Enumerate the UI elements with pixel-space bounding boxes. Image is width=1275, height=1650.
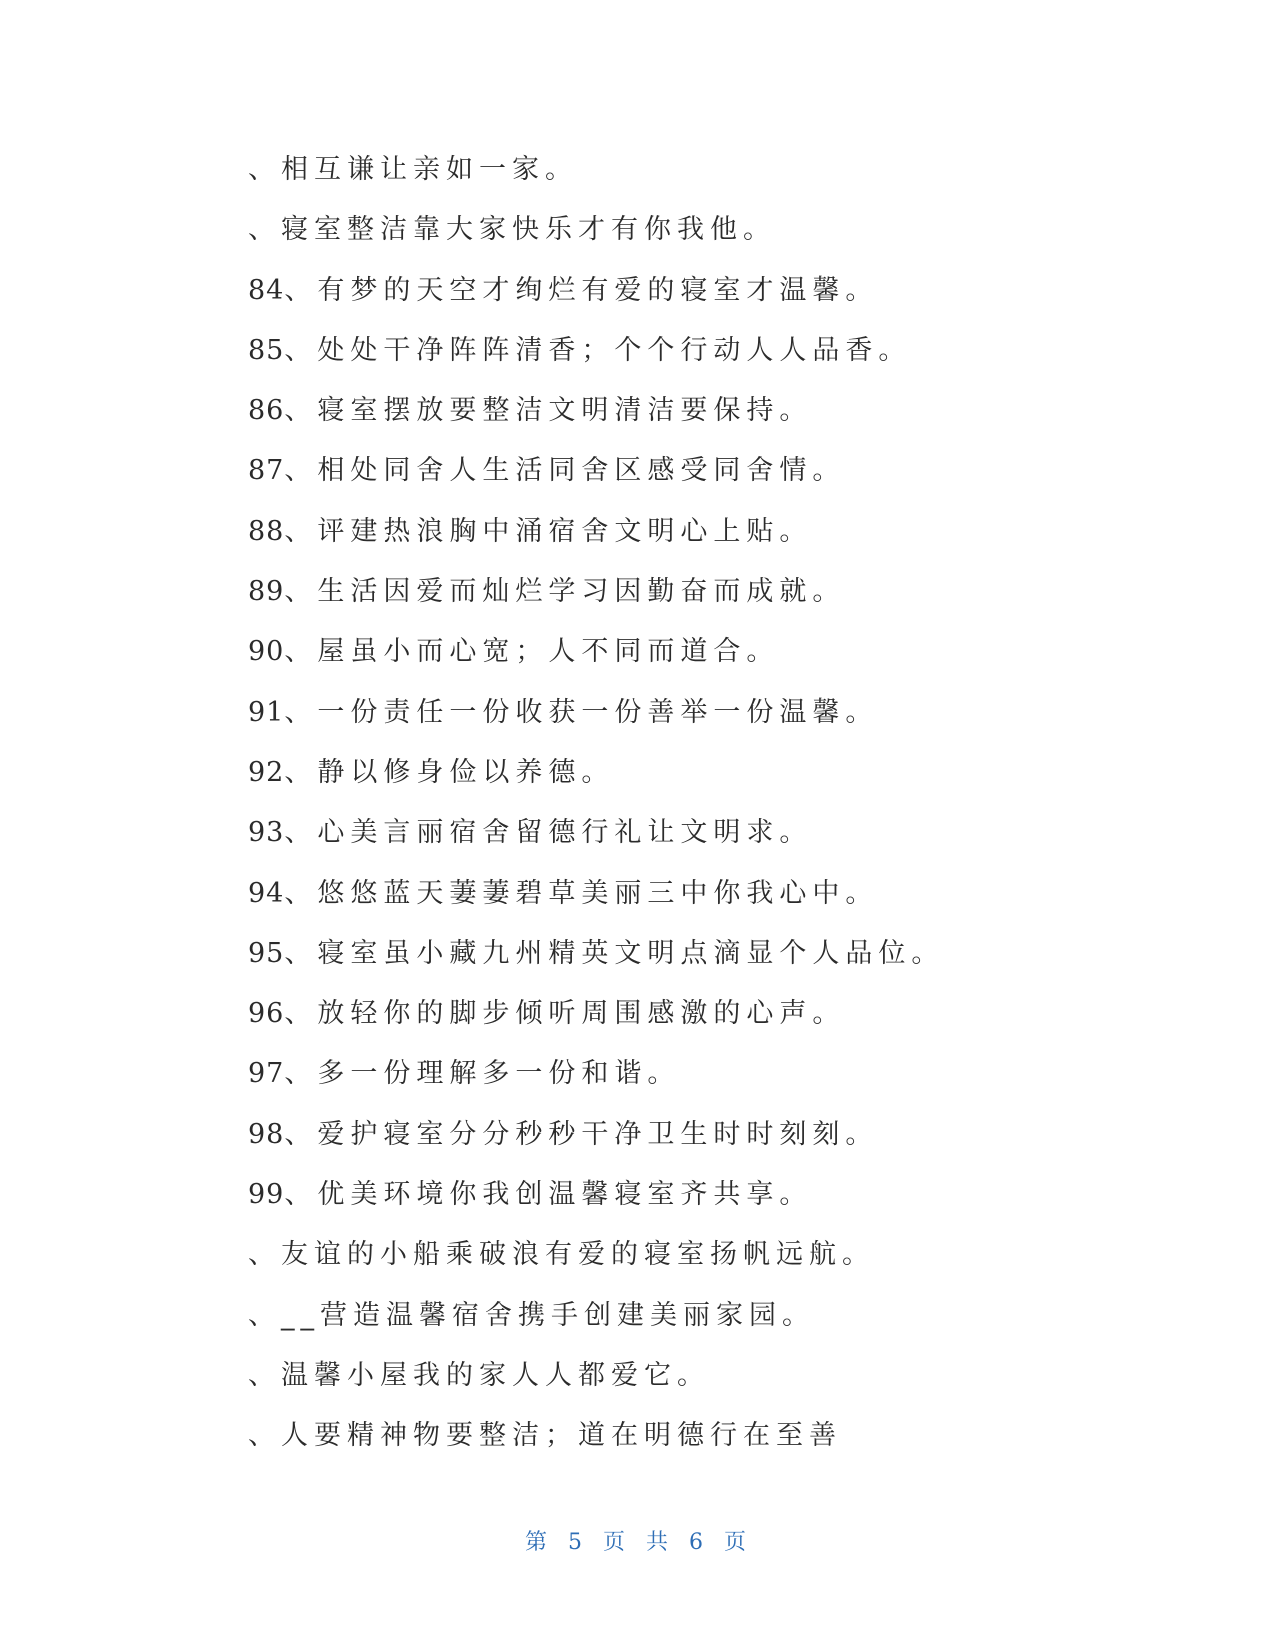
item-text: 、心美言丽宿舍留德行礼让文明求。 [284,817,813,849]
list-item [248,1175,1068,1235]
item-text: 、寝室摆放要整洁文明清洁要保持。 [284,395,813,427]
item-text: 、友谊的小船乘破浪有爱的寝室扬帆远航。 [248,1239,875,1271]
item-number: 96 [248,998,285,1030]
item-number: 95 [248,937,285,969]
list-item [248,1296,1068,1356]
item-number: 88 [248,515,285,547]
item-number: 93 [248,817,285,849]
item-number: 90 [248,636,285,668]
item-number: 85 [248,334,285,366]
item-text: 、寝室虽小藏九州精英文明点滴显个人品位。 [284,937,945,969]
list-item [248,451,1068,511]
item-text: 、爱护寝室分分秒秒干净卫生时时刻刻。 [284,1118,879,1150]
list-item [248,994,1068,1054]
list-item [248,512,1068,572]
slogan-list [248,150,1068,1477]
list-item [248,572,1068,632]
list-item [248,753,1068,813]
list-item [248,632,1068,692]
item-number: 87 [248,455,285,487]
list-item [248,1235,1068,1295]
list-item [248,1054,1068,1114]
item-number: 99 [248,1179,285,1211]
item-text: 、相互谦让亲如一家。 [248,154,578,185]
item-text: 、相处同舍人生活同舍区感受同舍情。 [284,455,846,487]
item-number: 98 [248,1118,285,1150]
list-item [248,1356,1068,1416]
item-text: 、屋虽小而心宽；人不同而道合。 [284,636,780,668]
item-number: 92 [248,756,285,788]
item-text: 、生活因爱而灿烂学习因勤奋而成就。 [284,576,846,608]
item-text: 、放轻你的脚步倾听周围感激的心声。 [284,998,846,1030]
list-item [248,391,1068,451]
item-number: 97 [248,1058,285,1090]
item-text: 、静以修身俭以养德。 [284,756,615,788]
item-text: 、__营造温馨宿舍携手创建美丽家园。 [248,1299,815,1331]
item-text: 、温馨小屋我的家人人都爱它。 [248,1359,710,1391]
item-number: 89 [248,576,285,608]
list-item [248,210,1068,270]
item-text: 、有梦的天空才绚烂有爱的寝室才温馨。 [284,274,879,306]
item-number: 84 [248,274,285,306]
list-item [248,813,1068,873]
item-number: 91 [248,696,285,728]
item-text: 、悠悠蓝天萋萋碧草美丽三中你我心中。 [284,877,879,909]
list-item [248,271,1068,331]
item-text: 、优美环境你我创温馨寝室齐共享。 [284,1179,813,1211]
list-item [248,934,1068,994]
page-footer: 第 5 页 共 6 页 [525,1530,750,1555]
list-item [248,331,1068,391]
list-item [248,1416,1068,1476]
item-text: 、多一份理解多一份和谐。 [284,1058,681,1090]
list-item [248,1115,1068,1175]
item-text: 、寝室整洁靠大家快乐才有你我他。 [248,214,776,246]
item-number: 94 [248,877,285,909]
item-text: 、人要精神物要整洁；道在明德行在至善 [248,1420,842,1452]
item-text: 、处处干净阵阵清香；个个行动人人品香。 [284,334,912,366]
item-text: 、评建热浪胸中涌宿舍文明心上贴。 [284,515,813,547]
item-text: 、一份责任一份收获一份善举一份温馨。 [284,696,879,728]
item-number: 86 [248,395,285,427]
list-item [248,874,1068,934]
list-item [248,150,1068,210]
list-item [248,693,1068,753]
